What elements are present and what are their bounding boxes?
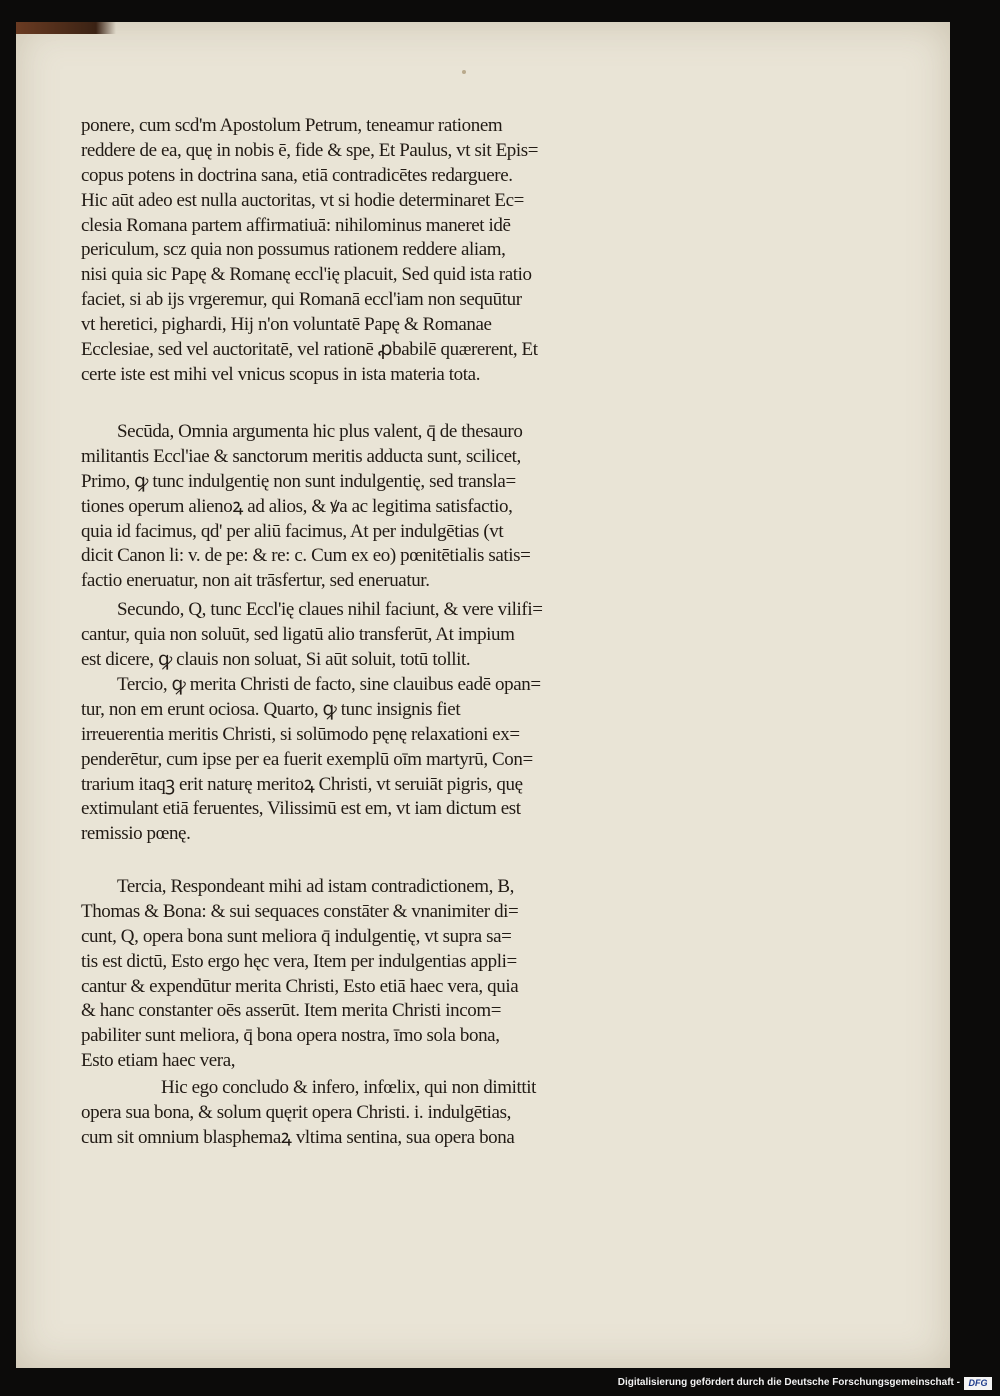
text-line: Tercia, Respondeant mihi ad istam contradictionem, B, [117,876,514,897]
text-line: factio eneruatur, non ait trāsfertur, sed eneruatur. [81,570,430,592]
paragraph-5 [81,875,681,1074]
text-line: nisi quia sic Papę & Romanę eccl'ię placuit, Sed quid ista ratio [81,264,532,286]
text-line: Hic aūt adeo est nulla auctoritas, vt si hodie determinaret Ec= [81,189,524,211]
text-line: dicit Canon li: v. de pe: & re: c. Cum ex eo) pœnitētialis satis= [81,545,531,567]
digitization-credit [618,1376,960,1390]
paper-speck [462,70,466,74]
paragraph-4 [81,673,681,847]
text-line: copus potens in doctrina sana, etiā contradicētes redarguere. [81,164,513,186]
text-line: Tercio, ꝙ merita Christi de facto, sine clauibus eadē opan= [117,674,541,695]
text-line: pabiliter sunt meliora, q̄ bona opera nostra, īmo sola bona, [81,1025,500,1047]
text-line: opera sua bona, & solum quęrit opera Christi. i. indulgētias, [81,1101,511,1123]
text-line: Hic ego concludo & infero, infœlix, qui non dimittit [161,1077,536,1098]
text-line: militantis Eccl'iae & sanctorum meritis adducta sunt, scilicet, [81,445,521,467]
text-line: periculum, scz quia non possumus rationem reddere aliam, [81,239,506,261]
text-line: cantur & expendūtur merita Christi, Esto etiā haec vera, quia [81,975,519,997]
text-line: Ecclesiae, sed vel auctoritatē, vel rationē ꝓbabilē quærerent, Et [81,339,538,361]
text-line: Secundo, Q, tunc Eccl'ię claues nihil faciunt, & vere vilifi= [117,599,543,620]
paragraph-3 [81,598,681,673]
text-line: vt heretici, pighardi, Hij n'on voluntatē Papę & Romanae [81,314,492,336]
text-line: cum sit omnium blasphemaꝝ vltima sentina, sua opera bona [81,1126,515,1148]
text-line: certe iste est mihi vel vnicus scopus in ista materia tota. [81,363,481,385]
text-line: Secūda, Omnia argumenta hic plus valent, q̄ de thesauro [117,421,523,442]
dfg-logo: DFG [964,1377,992,1390]
text-line: extimulant etiā feruentes, Vilissimū est em, vt iam dictum est [81,798,521,820]
text-line: tiones operum alienoꝝ ad alios, & ꝟa ac legitima satisfactio, [81,495,513,517]
text-line: irreuerentia meritis Christi, si solūmodo pęnę relaxationi ex= [81,723,520,745]
text-line: reddere de ea, quę in nobis ē, fide & spe, Et Paulus, vt sit Epis= [81,139,539,161]
paragraph-1 [81,114,681,388]
text-line: clesia Romana partem affirmatiuā: nihilominus maneret idē [81,214,511,236]
text-line: tis est dictū, Esto ergo hęc vera, Item per indulgentias appli= [81,950,517,972]
text-line: cantur, quia non soluūt, sed ligatū alio transferūt, At impium [81,623,515,645]
text-line: & hanc constanter oēs asserūt. Item merita Christi incom= [81,1000,502,1022]
text-line: cunt, Q, opera bona sunt meliora q̄ indulgentię, vt supra sa= [81,925,512,947]
text-line: quia id facimus, qd' per aliū facimus, At per indulgētias (vt [81,520,504,542]
text-line: est dicere, ꝙ clauis non soluat, Si aūt soluit, totū tollit. [81,648,471,670]
paragraph-2 [81,420,681,594]
paragraph-6 [81,1076,681,1151]
text-line: Esto etiam haec vera, [81,1050,236,1072]
text-line: ponere, cum scd'm Apostolum Petrum, teneamur rationem [81,115,503,136]
credit-text: Digitalisierung gefördert durch die Deutsche Forschungsgemeinschaft - [617,1377,960,1388]
text-line: penderētur, cum ipse per ea fuerit exemplū oīm martyrū, Con= [81,748,533,770]
page-edge-stain [16,22,116,34]
text-line: trarium itaqꝫ erit naturę meritoꝝ Christi, vt seruiāt pigris, quę [81,773,523,795]
book-page [16,22,950,1368]
text-line: Thomas & Bona: & sui sequaces constāter & vnanimiter di= [81,900,519,922]
text-line: tur, non em erunt ociosa. Quarto, ꝙ tunc insignis fiet [81,698,461,720]
text-line: faciet, si ab ijs vrgeremur, qui Romanā eccl'iam non sequūtur [81,289,522,311]
text-line: Primo, ꝙ tunc indulgentię non sunt indulgentię, sed transla= [81,470,516,492]
text-line: remissio pœnę. [81,823,191,845]
